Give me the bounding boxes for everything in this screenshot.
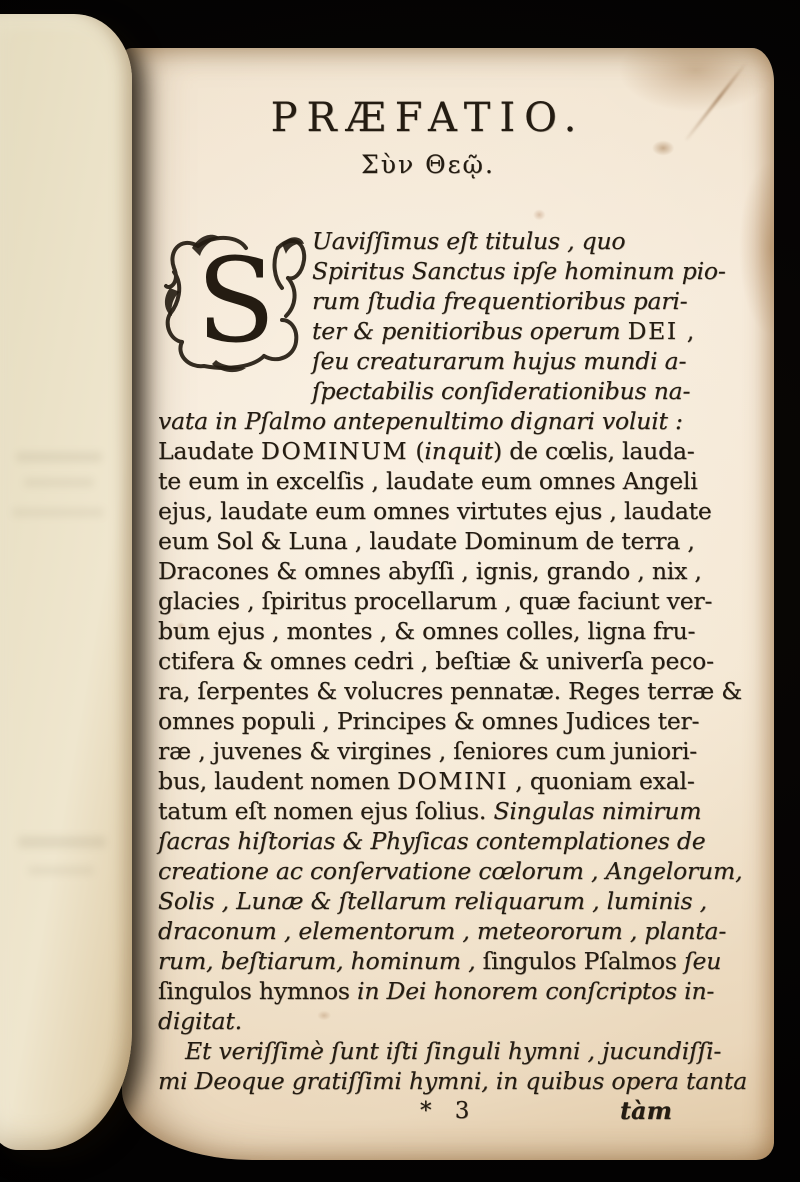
text-line (158, 766, 698, 796)
text-line (158, 586, 713, 616)
text-line (158, 616, 698, 646)
text-segment: ( (408, 437, 425, 465)
text-segment: ejus, laudate eum omnes virtutes ejus , laudate (158, 497, 712, 525)
text-line (158, 436, 698, 466)
show-through-smudge (12, 508, 104, 517)
text-segment: Laudate (158, 437, 262, 465)
text-line (158, 526, 698, 556)
gathering-signature: * 3 (420, 1098, 478, 1124)
text-line (158, 1036, 722, 1066)
text-line (158, 1006, 698, 1036)
text-segment: ctifera & omnes cedri , beſtiæ & univerſa peco- (158, 647, 714, 675)
text-segment: ſpectabilis conſiderationibus na- (312, 377, 691, 405)
text-segment: ſacras hiſtorias & Phyſicas contemplationes de (158, 827, 706, 855)
show-through-smudge (24, 478, 94, 487)
show-through-smudge (18, 836, 106, 848)
text-line (158, 376, 698, 406)
text-segment: ) de cœlis, lauda- (492, 437, 695, 465)
text-line (158, 556, 702, 586)
text-line (158, 946, 722, 976)
text-line (158, 916, 727, 946)
text-segment: inquit (424, 437, 493, 465)
text-segment: draconum , elementorum , meteororum , planta- (158, 917, 727, 945)
text-segment: ſeu (683, 947, 722, 975)
text-segment: mi Deoque gratiſſimi hymni, in quibus opera tanta (158, 1067, 748, 1095)
text-segment: , quoniam exal- (508, 767, 695, 795)
catchword: tàm (619, 1096, 672, 1125)
signature-line (158, 1096, 698, 1126)
text-line (158, 646, 714, 676)
text-block (158, 92, 748, 1126)
book-page (122, 48, 774, 1160)
text-segment: creatione ac conſervatione cœlorum , (158, 857, 606, 885)
text-segment: tatum eſt nomen ejus ſolius. (158, 797, 494, 825)
text-segment: rum, beſtiarum, hominum , (158, 947, 483, 975)
text-segment: glacies , ſpiritus procellarum , quæ faciunt ver- (158, 587, 713, 615)
text-line (158, 856, 743, 886)
text-line (158, 976, 715, 1006)
text-segment: ſingulos Pſalmos (482, 947, 684, 975)
text-segment: ſeu creaturarum hujus mundi a- (312, 347, 687, 375)
text-segment: Dracones & omnes abyſſi , ignis, grando , nix , (158, 557, 702, 585)
woodcut-flourish (160, 226, 312, 374)
text-segment: te eum in excelſis , laudate eum omnes Angeli (158, 467, 698, 495)
text-line (158, 796, 702, 826)
drop-cap-letter: S (196, 234, 276, 369)
text-segment: bum ejus , montes , & omnes colles, ligna fru- (158, 617, 696, 645)
text-segment: digitat. (158, 1007, 242, 1035)
text-segment: rum ſtudia frequentioribus pari- (312, 287, 688, 315)
text-line (158, 886, 707, 916)
text-segment: vata in Pſalmo antepenultimo dignari voluit : (158, 407, 683, 435)
text-segment: DEI , (627, 317, 696, 345)
show-through-smudge (16, 452, 102, 462)
text-segment: DOMINUM (261, 437, 409, 465)
text-line (158, 736, 698, 766)
show-through-smudge (28, 866, 94, 875)
text-segment: Et veriſſimè ſunt iſti ſinguli hymni , jucundiſſi- (185, 1037, 722, 1065)
text-segment: bus, laudent nomen (158, 767, 398, 795)
text-segment: in Dei honorem conſcriptos in- (357, 977, 715, 1005)
previous-page-edge (0, 14, 132, 1150)
text-line (158, 466, 698, 496)
text-line (158, 496, 712, 526)
text-line (158, 406, 698, 436)
text-segment: Angelorum, (605, 857, 743, 885)
text-segment: ter & penitioribus operum (312, 317, 628, 345)
text-segment: Uaviſſimus eſt titulus , quo (312, 227, 626, 255)
text-segment: Solis , Lunæ & ſtellarum reliquarum , luminis , (158, 887, 707, 915)
text-segment: eum Sol & Luna , laudate Dominum de terra , (158, 527, 695, 555)
text-segment: Singulas nimirum (493, 797, 702, 825)
text-segment: ra, ſerpentes & volucres pennatæ. Reges terræ & (158, 677, 742, 705)
text-line (158, 826, 706, 856)
page-title: PRÆFATIO. (270, 95, 586, 141)
text-line (158, 1066, 748, 1096)
text-segment: DOMINI (397, 767, 509, 795)
text-line (158, 676, 742, 706)
decorated-initial-S (160, 226, 312, 374)
text-segment: Spiritus Sanctus ipſe hominum pio- (312, 257, 726, 285)
text-segment: ræ , juvenes & virgines , ſeniores cum juniori- (158, 737, 698, 765)
text-segment: omnes populi , Principes & omnes Judices ter- (158, 707, 700, 735)
text-segment: ſingulos hymnos (158, 977, 358, 1005)
text-line (158, 706, 698, 736)
greek-dedication: Σὺν Θεῷ. (361, 150, 495, 179)
